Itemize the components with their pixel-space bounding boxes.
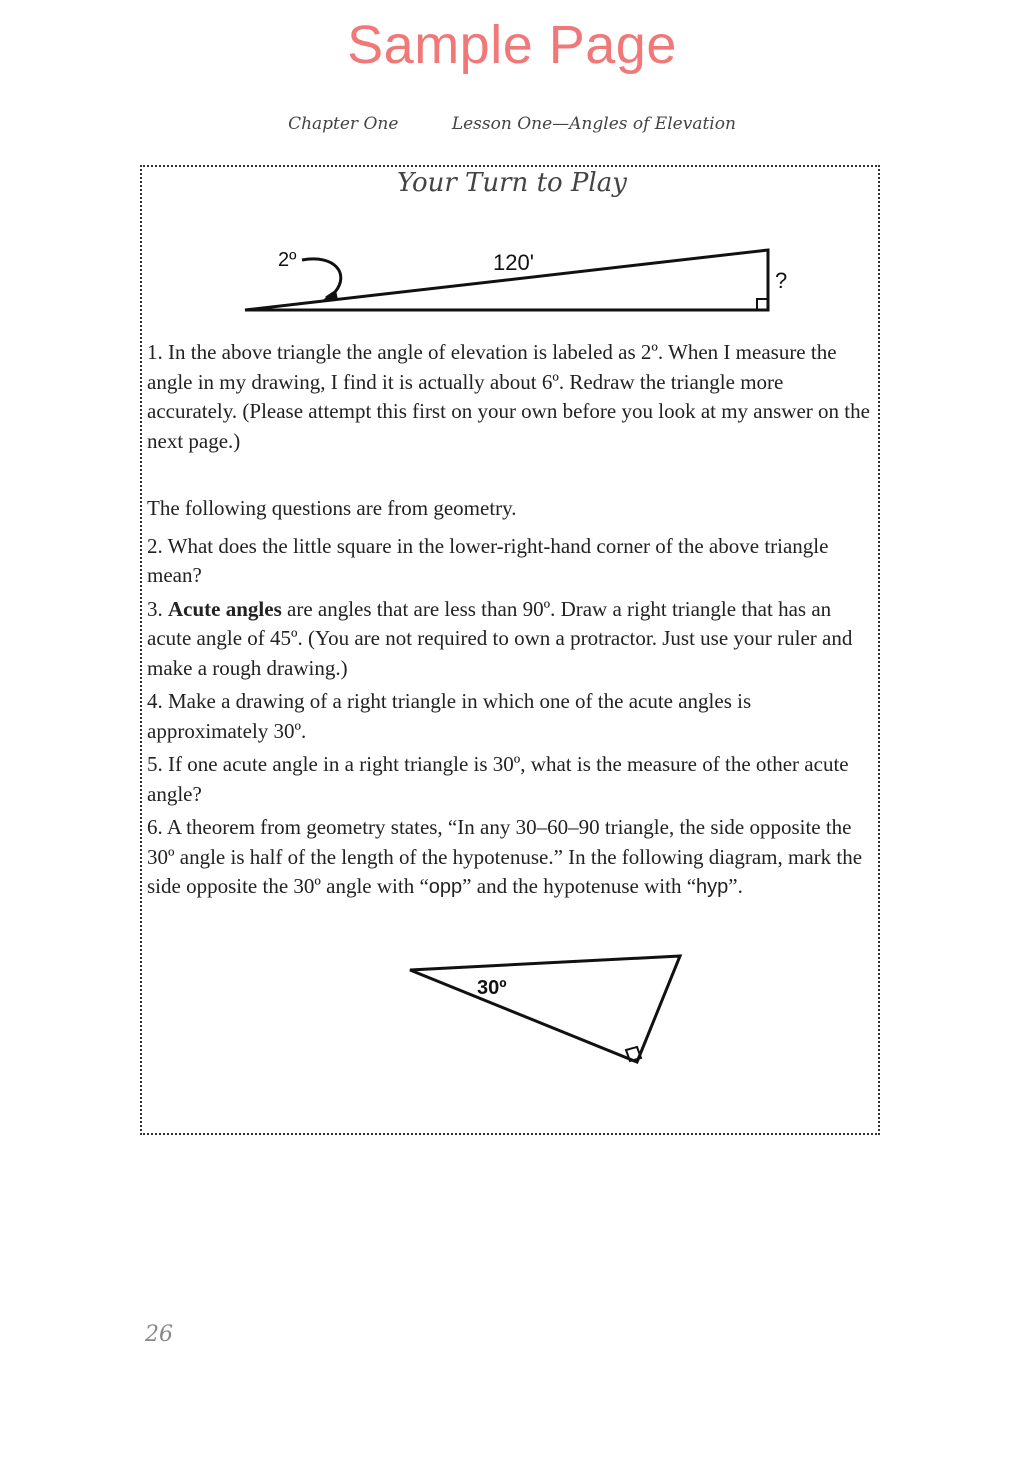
box-title: Your Turn to Play bbox=[397, 168, 627, 198]
lesson-label: Lesson One—Angles of Elevation bbox=[451, 114, 736, 134]
right-triangle-30 bbox=[410, 956, 680, 1062]
question-5: 5. If one acute angle in a right triangle is 30º, what is the measure of the other acute angle? bbox=[147, 752, 849, 806]
triangle-figure-elevation bbox=[240, 240, 800, 320]
q6-text-c: ”. bbox=[728, 874, 743, 898]
q3-term-acute-angles: Acute angles bbox=[168, 596, 282, 621]
question-2: 2. What does the little square in the lower-right-hand corner of the above triangle mean? bbox=[147, 533, 829, 587]
unknown-side-label: ? bbox=[775, 268, 788, 293]
q6-text-a: 6. A theorem from geometry states, “In any 30–60–90 triangle, the side opposite the 30º angle is half of the length of the hypotenuse.” In the following diagram, mark the side opposite the 30º angle with “ bbox=[147, 815, 863, 898]
q3-text: are angles that are less than 90º. Draw a right triangle that has an acute angle of 45º. (You are not required to own a protractor. Just use your ruler and make a rough drawing.) bbox=[147, 596, 853, 680]
right-angle-marker-2 bbox=[626, 1047, 641, 1061]
question-3 bbox=[147, 595, 877, 684]
angle-label-2: 2º bbox=[278, 249, 297, 271]
length-label-120: 120' bbox=[493, 250, 534, 275]
question-1: 1. In the above triangle the angle of elevation is labeled as 2º. When I measure the angle in my drawing, I find it is actually about 6º. Redraw the triangle more accurately. (Please attempt this first on your own before you look at my answer on the next page.) bbox=[147, 340, 870, 453]
question-6 bbox=[147, 813, 877, 903]
right-angle-marker bbox=[757, 299, 768, 310]
geometry-intro: The following questions are from geometry. bbox=[147, 496, 517, 520]
q3-number: 3. bbox=[147, 596, 168, 621]
sample-page-watermark: Sample Page bbox=[347, 15, 677, 75]
q6-opp: opp bbox=[428, 876, 463, 898]
page-number: 26 bbox=[145, 1322, 173, 1347]
running-header bbox=[0, 114, 1024, 134]
questions-text bbox=[147, 338, 877, 907]
q6-text-b: ” and the hypotenuse with “ bbox=[462, 874, 697, 898]
triangle-figure-30-60-90 bbox=[400, 950, 700, 1070]
q6-hyp: hyp bbox=[696, 876, 729, 898]
chapter-label: Chapter One bbox=[288, 114, 399, 134]
angle-label-30: 30º bbox=[477, 977, 507, 999]
question-4: 4. Make a drawing of a right triangle in which one of the acute angles is approximately 30º. bbox=[147, 689, 752, 743]
arrowhead-icon bbox=[320, 290, 338, 302]
